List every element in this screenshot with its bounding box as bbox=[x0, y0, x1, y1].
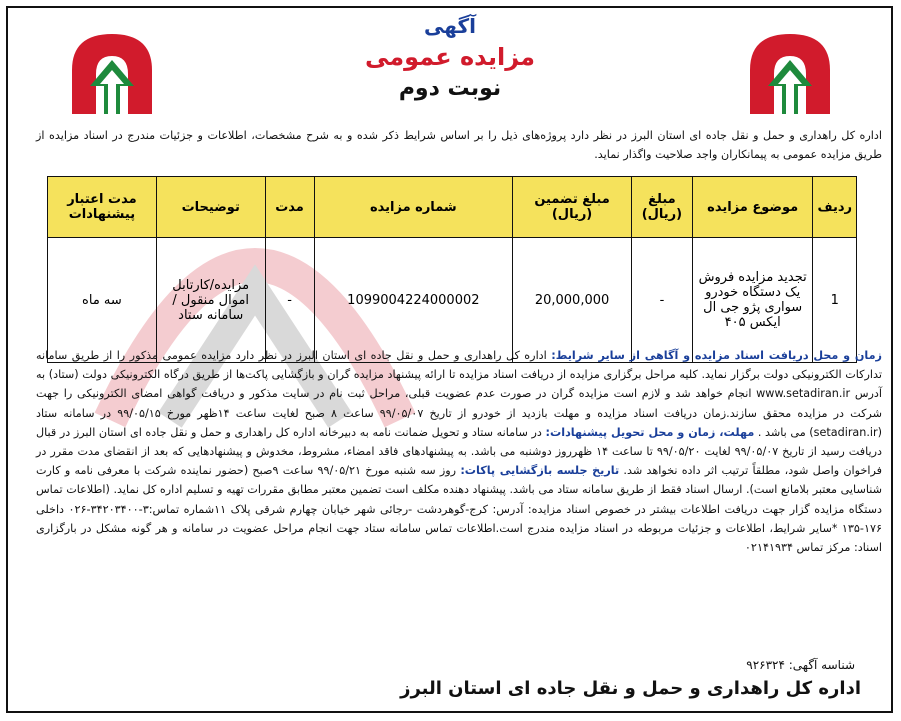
notice-title bbox=[330, 12, 570, 104]
cell-subject: تجدید مزایده فروش یک دستگاه خودرو سواری پژو جی ال ایکس ۴۰۵ bbox=[692, 238, 813, 363]
title-notice: آگهی bbox=[424, 14, 476, 38]
header-amount: مبلغ (ریال) bbox=[631, 177, 692, 238]
cell-row-number: 1 bbox=[813, 238, 857, 363]
conditions-text bbox=[36, 346, 882, 557]
paragraph-opening-terms: روز سه شنبه مورخ ۹۹/۰۵/۲۱ ساعت ۹صبح (حضور نماینده شرکت با معرفی نامه و کارت شناسایی معتبر بلامانع است). ارسال اسناد فقط از طریق سامانه ستاد می باشد. پیشنهاد دهنده مکلف است تضمین معتبر مطابق مقررات تهیه و تسلیم اداره کل نماید. (اطلاعات تماس دستگاه مزایده گزار جهت دریافت اطلاعات بیشتر در خصوص اسناد مزایده: آدرس: کرج-گوهردشت -رجائی شهر خیابان چهارم شرقی پلاک ۱۱شماره تماس:۳-۳۴۲۰۳۴۰۰-۰۲۶ داخلی ۱۷۶-۱۳۵ *سایر شرایط، اطلاعات و جزئیات مربوطه در اسناد مزایده مندرج است.اطلاعات تماس سامانه ستاد جهت انجام مراحل عضویت در سامانه و هر گونه مشکل در بارگزاری اسناد: مرکز تماس ۰۲۱۴۱۹۳۴ bbox=[36, 464, 882, 555]
table-header-row bbox=[48, 177, 857, 238]
paragraph-proposal-terms: در سامانه ستاد و تحویل ضمانت نامه به دبیرخانه اداره کل راهداری و حمل و نقل جاده ای استان البرز در قبال دریافت رسید از تاریخ ۹۹/۰۵/۰۷ لغایت ۹۹/۰۵/۲۰ تا ساعت ۱۴ ظهرروز دوشنبه می باشد. به پیشنهادهای فاقد امضاء، مشروط، مخدوش و پیشنهادهایی که بعد از انقضای مدت مقرر در فراخوان واصل شود، مطلقاً ترتیب اثر داده نخواهد شد. bbox=[36, 425, 882, 478]
header-subject: موضوع مزایده bbox=[692, 177, 813, 238]
cell-auction-number: 1099004224000002 bbox=[314, 238, 513, 363]
title-second-round: نوبت دوم bbox=[398, 76, 502, 101]
cell-description: مزایده/کارتابل اموال منقول / سامانه ستاد bbox=[156, 238, 265, 363]
cell-amount: - bbox=[631, 238, 692, 363]
heading-document-time-place: زمان و محل دریافت اسناد مزایده و آگاهی از سایر شرایط: bbox=[551, 349, 882, 362]
organization-name: اداره کل راهداری و حمل و نقل جاده ای استان البرز bbox=[400, 678, 861, 699]
header-validity: مدت اعتبار پیشنهادات bbox=[48, 177, 157, 238]
intro-paragraph: اداره کل راهداری و حمل و نقل جاده ای استان البرز در نظر دارد پروژه‌های ذیل را بر اساس شرایط ذکر شده و به شرح مشخصات، اطلاعات و جزئیات مندرج در اسناد مزایده از طریق مزایده عمومی به پیمانکاران واجد صلاحیت واگذار نماید. bbox=[36, 129, 882, 161]
header-duration: مدت bbox=[265, 177, 314, 238]
road-logo-right-icon bbox=[746, 30, 834, 118]
header-auction-number: شماره مزایده bbox=[314, 177, 513, 238]
header-row-number: ردیف bbox=[813, 177, 857, 238]
cell-validity: سه ماه bbox=[48, 238, 157, 363]
heading-proposal-deadline: مهلت، زمان و محل تحویل پیشنهادات: bbox=[545, 425, 755, 439]
table-row bbox=[48, 238, 857, 363]
cell-deposit: 20,000,000 bbox=[513, 238, 632, 363]
road-logo-left-icon bbox=[68, 30, 156, 118]
heading-opening-session: تاریخ جلسه بازگشایی پاکات: bbox=[460, 464, 620, 478]
ad-code: شناسه آگهی: ۹۲۶۳۲۴ bbox=[746, 658, 855, 672]
paragraph-document-terms: اداره کل راهداری و حمل و نقل جاده ای استان البرز در نظر دارد مزایده عمومی مذکور را از طریق سامانه تدارکات الکترونیکی دولت برگزار نماید. کلیه مراحل برگزاری مزایده از دریافت اسناد مزایده تا ارائه پیشنهاد مزایده گران و بازگشایی پاکت‌ها از طریق درگاه الکترونیکی دولت (ستاد) به آدرس www.setadiran.ir انجام خواهد شد و لازم است مزایده گران در صورت عدم عضویت قبلی، مراحل ثبت نام در سایت مذکور و دریافت گواهی امضای الکترونیکی را جهت شرکت در مزایده محقق سازند.زمان دریافت اسناد مزایده و مهلت بازدید از خودرو از تاریخ ۹۹/۰۵/۰۷ ساعت ۸ صبح لغایت ساعت ۱۴ظهر مورخ ۹۹/۰۵/۱۵ در سامانه ستاد (setadiran.ir) می باشد . bbox=[36, 349, 883, 439]
header-description: توضیحات bbox=[156, 177, 265, 238]
title-public-auction: مزایده عمومی bbox=[364, 43, 536, 71]
header-deposit: مبلغ تضمین (ریال) bbox=[513, 177, 632, 238]
auction-table bbox=[47, 176, 857, 363]
cell-duration: - bbox=[265, 238, 314, 363]
